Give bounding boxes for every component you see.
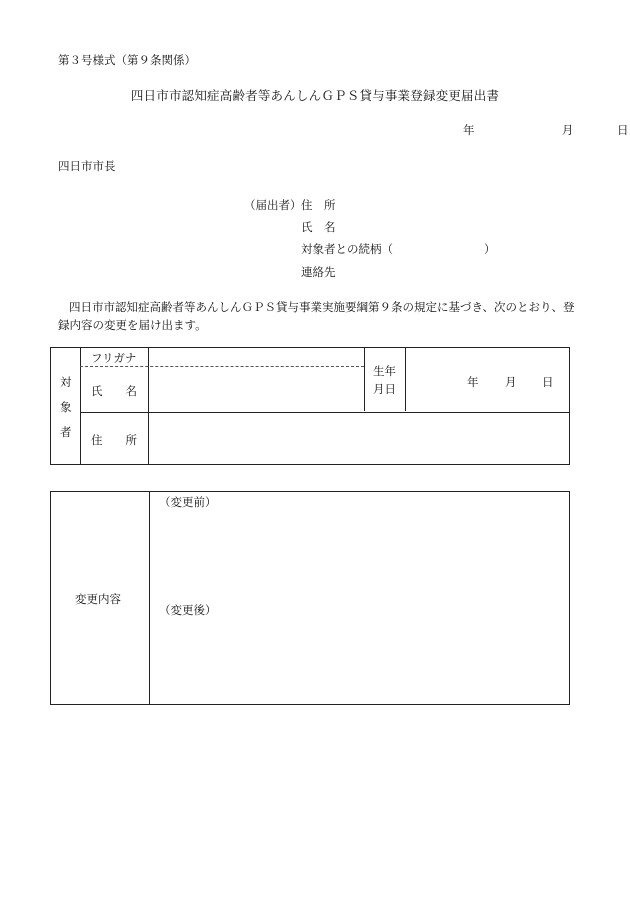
birth-label-line1: 生年 [373, 364, 396, 378]
applicant-relation-close: ） [484, 242, 496, 256]
change-content-label: 変更内容 [75, 592, 121, 606]
applicant-relation-label: 対象者との続柄（ [301, 242, 393, 256]
subject-side-label-2: 象 [60, 400, 72, 414]
date-day-label: 日 [616, 123, 629, 137]
document-title: 四日市市認知症高齢者等あんしんＧＰＳ貸与事業登録変更届出書 [130, 88, 500, 103]
furigana-dashed-line [80, 366, 364, 367]
addressee: 四日市市長 [58, 159, 116, 173]
subject-name-label: 氏 名 [91, 384, 137, 398]
subject-address-label: 住 所 [91, 433, 137, 447]
furigana-label: フリガナ [91, 351, 137, 365]
subject-side-label-3: 者 [60, 425, 72, 439]
subject-address-input[interactable] [151, 416, 561, 460]
subject-side-label-1: 対 [60, 375, 72, 389]
birth-year-label: 年 [467, 375, 479, 389]
furigana-input[interactable] [151, 350, 361, 364]
subject-name-input[interactable] [151, 370, 361, 410]
birth-month-label: 月 [505, 375, 517, 389]
date-line [463, 122, 628, 138]
birth-label-line2: 月日 [373, 382, 396, 396]
form-number: 第３号様式（第９条関係） [58, 53, 196, 67]
birth-day-label: 日 [542, 375, 554, 389]
subject-col-divider-3 [364, 348, 365, 411]
subject-table [50, 347, 570, 465]
applicant-label: （届出者） [244, 198, 302, 212]
date-month-label: 月 [561, 123, 574, 137]
change-before-input[interactable] [153, 512, 563, 592]
change-before-label: （変更前） [159, 495, 217, 509]
change-after-input[interactable] [153, 620, 563, 700]
subject-row-divider [80, 412, 569, 413]
change-col-divider [149, 492, 150, 704]
applicant-contact-label: 連絡先 [301, 265, 336, 279]
date-year-label: 年 [463, 123, 475, 137]
change-after-label: （変更後） [159, 603, 217, 617]
subject-col-divider-4 [405, 348, 406, 411]
applicant-name-label: 氏 名 [301, 220, 336, 234]
body-text: 四日市市認知症高齢者等あんしんＧＰＳ貸与事業実施要綱第９条の規定に基づき、次のとおり、登録内容の変更を届け出ます。 [58, 300, 575, 332]
applicant-address-label: 住 所 [301, 198, 336, 212]
change-table [50, 491, 570, 705]
